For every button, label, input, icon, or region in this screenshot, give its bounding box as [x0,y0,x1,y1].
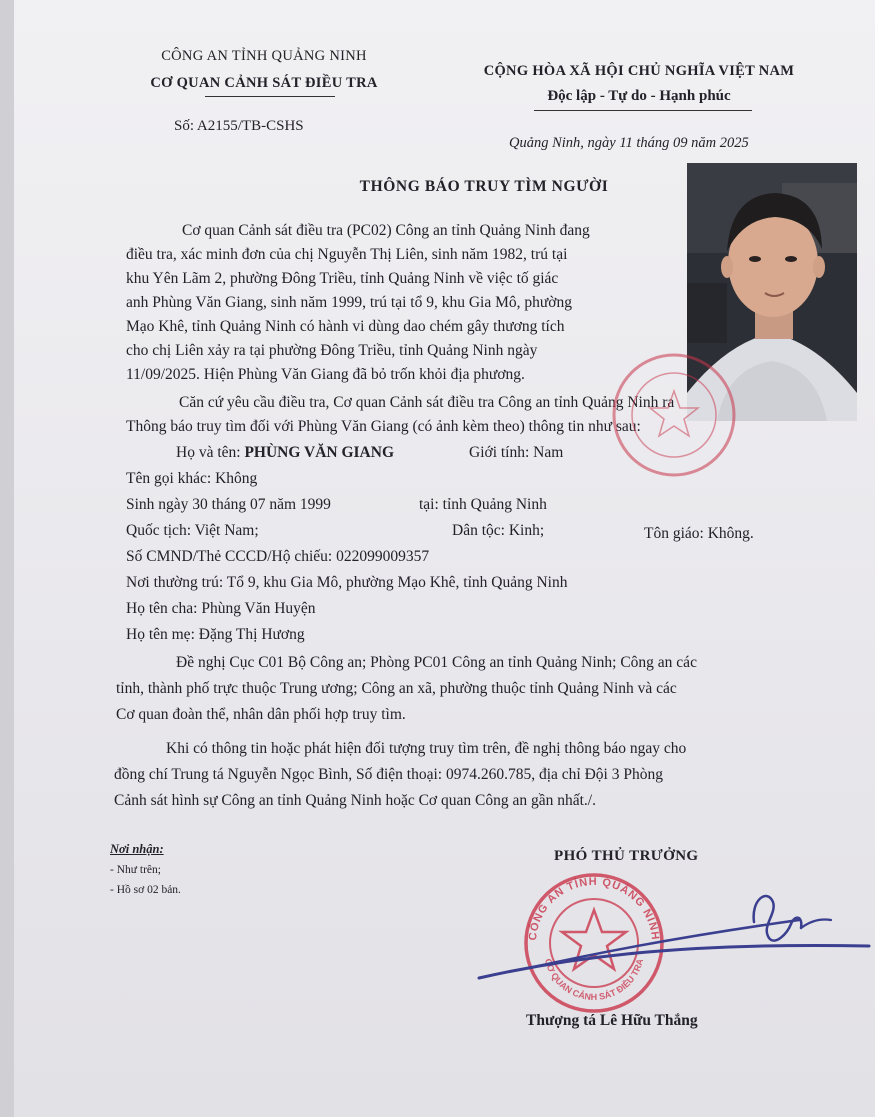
paragraph-4-line: Khi có thông tin hoặc phát hiện đối tượng truy tìm trên, đề nghị thông báo ngay cho [166,740,687,757]
suspect-photo [687,163,857,421]
recipient-item: - Như trên; [110,864,161,876]
document-number: Số: A2155/TB-CSHS [174,118,304,134]
paragraph-1-line: điều tra, xác minh đơn của chị Nguyễn Thị Liên, sinh năm 1982, trú tại [126,246,568,263]
subject-nationality: Quốc tịch: Việt Nam; [126,522,259,539]
subject-religion: Tôn giáo: Không. [644,525,754,542]
paragraph-4-line: Cảnh sát hình sự Công an tỉnh Quảng Ninh hoặc Cơ quan Công an gần nhất./. [114,792,596,809]
paragraph-4-line: đồng chí Trung tá Nguyễn Ngọc Bình, Số điện thoại: 0974.260.785, địa chỉ Đội 3 Phòng [114,766,663,783]
paragraph-2-line: Căn cứ yêu cầu điều tra, Cơ quan Cảnh sát điều tra Công an tỉnh Quảng Ninh ra [179,394,675,411]
subject-mother: Họ tên mẹ: Đặng Thị Hương [126,626,305,643]
national-motto: Độc lập - Tự do - Hạnh phúc [547,88,731,104]
svg-text:CÔNG AN TỈNH QUẢNG NINH: CÔNG AN TỈNH QUẢNG NINH [526,875,662,942]
subject-father: Họ tên cha: Phùng Văn Huyện [126,600,316,617]
national-title: CỘNG HÒA XÃ HỘI CHỦ NGHĨA VIỆT NAM [483,63,795,79]
subject-ethnicity: Dân tộc: Kinh; [452,522,545,539]
motto-underline [534,110,752,111]
subject-gender: Giới tính: Nam [469,444,564,461]
subject-name-line [176,444,394,462]
issuer-underline [205,96,335,97]
paragraph-3-line: Đề nghị Cục C01 Bộ Công an; Phòng PC01 Công an tỉnh Quảng Ninh; Công an các [176,654,697,671]
paragraph-1-line: cho chị Liên xảy ra tại phường Đông Triều, tỉnh Quảng Ninh ngày [126,342,538,359]
paragraph-3-line: Cơ quan đoàn thể, nhân dân phối hợp truy tìm. [116,706,406,723]
subject-residence: Nơi thường trú: Tổ 9, khu Gia Mô, phường Mạo Khê, tỉnh Quảng Ninh [126,574,568,591]
document-date: Quảng Ninh, ngày 11 tháng 09 năm 2025 [509,135,749,151]
document-title: THÔNG BÁO TRUY TÌM NGƯỜI [359,178,609,195]
subject-id-number: Số CMND/Thẻ CCCD/Hộ chiếu: 022099009357 [126,548,430,565]
recipients-label: Nơi nhận: [110,842,164,856]
official-seal-stamp [514,868,674,1018]
subject-name-value: PHÙNG VĂN GIANG [244,444,395,461]
paragraph-3-line: tỉnh, thành phố trực thuộc Trung ương; Công an xã, phường thuộc tỉnh Quảng Ninh và các [116,680,677,697]
signer-name: Thượng tá Lê Hữu Thắng [526,1012,698,1029]
handwritten-signature [469,880,875,990]
svg-text:CƠ QUAN CẢNH SÁT ĐIỀU TRA: CƠ QUAN CẢNH SÁT ĐIỀU TRA [542,957,646,1003]
paragraph-1-line: Cơ quan Cảnh sát điều tra (PC02) Công an tỉnh Quảng Ninh đang [182,222,590,239]
subject-name-label: Họ và tên: [176,444,245,461]
issuer-agency: CÔNG AN TỈNH QUẢNG NINH [161,48,367,64]
subject-alias: Tên gọi khác: Không [126,470,258,487]
issuer-department: CƠ QUAN CẢNH SÁT ĐIỀU TRA [150,75,378,91]
recipient-item: - Hồ sơ 02 bản. [110,884,181,896]
document-page [14,0,875,1117]
paragraph-2-line: Thông báo truy tìm đối với Phùng Văn Giang (có ảnh kèm theo) thông tin như sau: [126,418,641,435]
signer-position: PHÓ THỦ TRƯỞNG [554,848,699,864]
subject-birthplace: tại: tỉnh Quảng Ninh [419,496,547,513]
paragraph-1-line: anh Phùng Văn Giang, sinh năm 1999, trú tại tổ 9, khu Gia Mô, phường [126,294,572,311]
paragraph-1-line: Mạo Khê, tỉnh Quảng Ninh có hành vi dùng dao chém gây thương tích [126,318,565,335]
paragraph-1-line: 11/09/2025. Hiện Phùng Văn Giang đã bỏ trốn khỏi địa phương. [126,366,525,383]
subject-birth: Sinh ngày 30 tháng 07 năm 1999 [126,496,331,513]
paragraph-1-line: khu Yên Lãm 2, phường Đông Triều, tỉnh Quảng Ninh về việc tố giác [126,270,559,287]
